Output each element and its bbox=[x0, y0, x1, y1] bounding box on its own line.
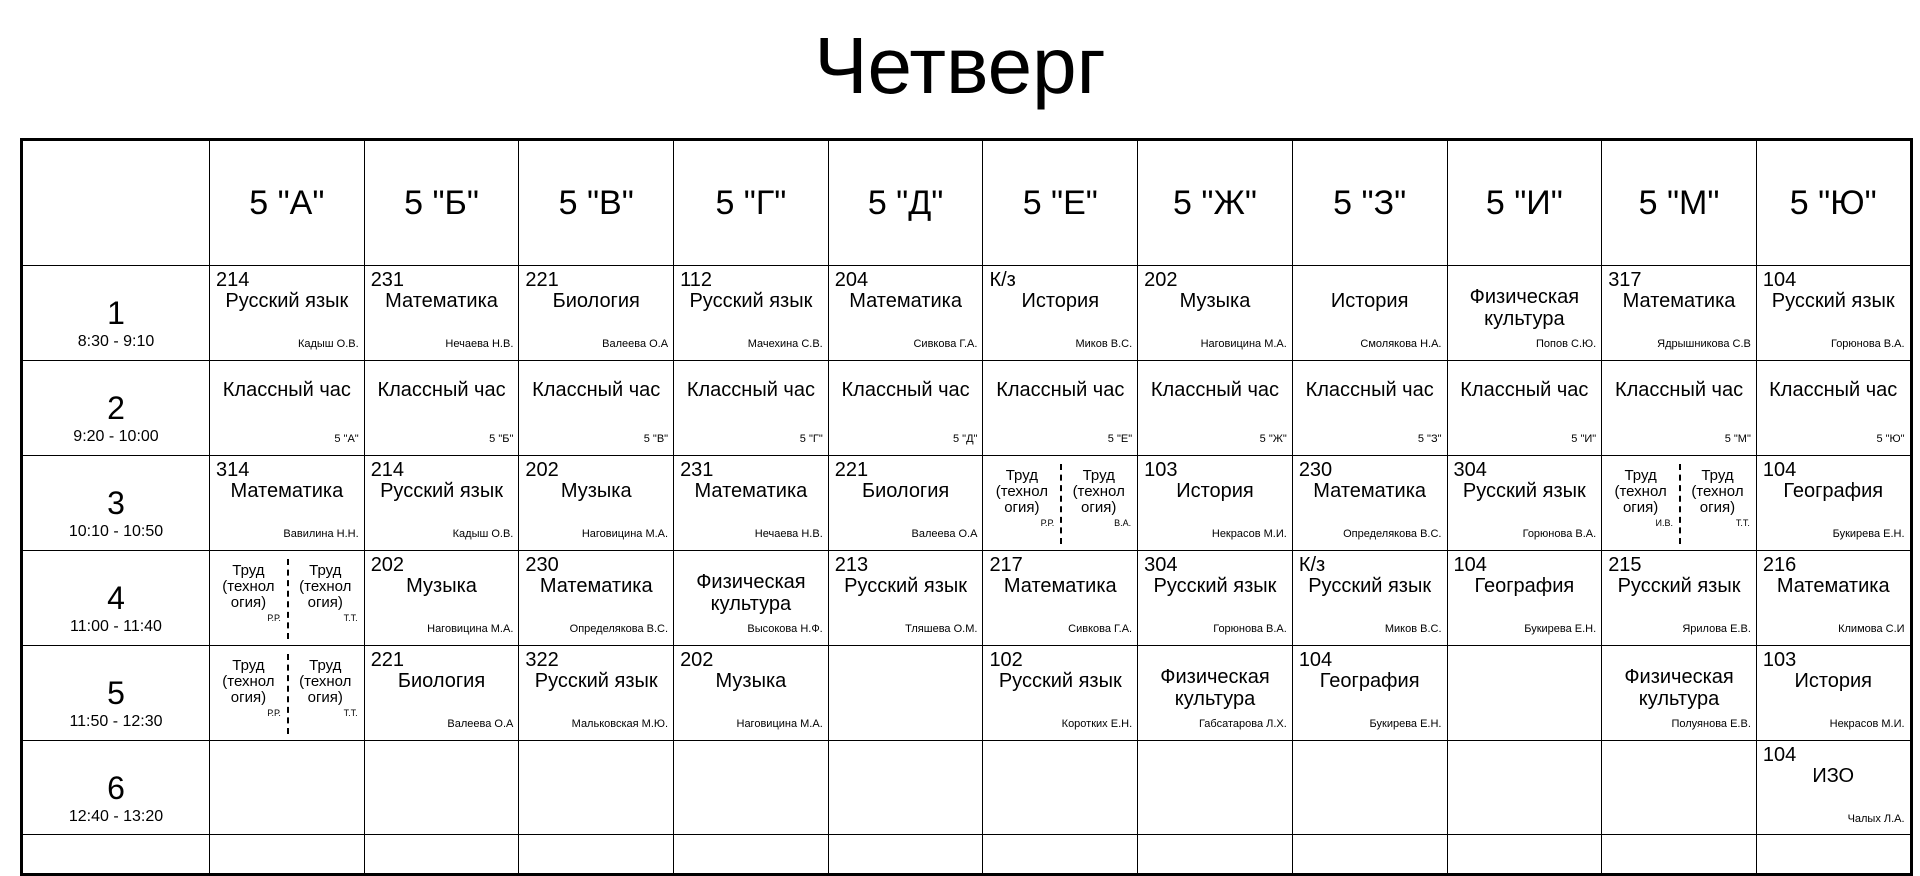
lesson-subject: Классный час bbox=[1150, 379, 1280, 401]
lesson-teacher: Р.Р. bbox=[267, 708, 281, 718]
lesson-cell bbox=[1447, 551, 1602, 646]
corner-cell bbox=[22, 140, 210, 266]
lesson-teacher: Нечаева Н.В. bbox=[445, 338, 514, 350]
class-header: 5 "Е" bbox=[983, 140, 1138, 266]
lesson-cell bbox=[1138, 741, 1293, 835]
lesson-cell bbox=[1602, 266, 1757, 361]
lesson-cell bbox=[674, 741, 829, 835]
lesson-subject: Русский язык bbox=[380, 480, 503, 502]
period-number: 1 bbox=[107, 295, 125, 331]
lesson-room: 104 bbox=[1453, 554, 1487, 576]
period-cell bbox=[22, 361, 210, 456]
lesson-cell bbox=[1292, 361, 1447, 456]
lesson-room: 304 bbox=[1453, 459, 1487, 481]
lesson-cell bbox=[1292, 266, 1447, 361]
period-time: 11:00 - 11:40 bbox=[70, 618, 162, 635]
lesson-teacher: 5 "Д" bbox=[953, 433, 978, 445]
lesson-subject: Русский язык bbox=[689, 290, 813, 312]
lesson-subject: ИЗО bbox=[1812, 765, 1855, 787]
class-header: 5 "З" bbox=[1292, 140, 1447, 266]
lesson-group-left bbox=[210, 646, 287, 740]
lesson-subject: Труд (технол огия) bbox=[299, 562, 352, 611]
lesson-cell bbox=[1602, 646, 1757, 741]
lesson-room: 104 bbox=[1762, 269, 1797, 291]
split-lesson bbox=[210, 551, 364, 645]
lesson-teacher: Миков В.С. bbox=[1384, 623, 1442, 635]
lesson-subject: Русский язык bbox=[1617, 575, 1741, 597]
period-row bbox=[22, 646, 1912, 741]
lesson-subject: Математика bbox=[1003, 575, 1117, 597]
lesson-teacher: Валеева О.А bbox=[602, 338, 669, 350]
lesson-cell bbox=[364, 551, 519, 646]
lesson-cell bbox=[1292, 456, 1447, 551]
lesson-cell bbox=[1602, 361, 1757, 456]
lesson-subject: Русский язык bbox=[844, 575, 968, 597]
period-time: 9:20 - 10:00 bbox=[73, 428, 159, 445]
lesson-room: К/з bbox=[989, 269, 1016, 291]
empty-cell bbox=[828, 835, 983, 875]
split-lesson bbox=[1602, 456, 1756, 550]
lesson-cell bbox=[210, 456, 365, 551]
lesson-subject: Математика bbox=[385, 290, 498, 312]
lesson-subject: Музыка bbox=[560, 480, 632, 502]
lesson-teacher: Мачехина С.В. bbox=[747, 338, 823, 350]
lesson-cell bbox=[1447, 266, 1602, 361]
lesson-subject: Классный час bbox=[532, 379, 661, 401]
lesson-teacher: Ярилова Е.В. bbox=[1682, 623, 1751, 635]
lesson-teacher: В.А. bbox=[1114, 518, 1132, 528]
lesson-room: 317 bbox=[1608, 269, 1642, 291]
lesson-room: 304 bbox=[1144, 554, 1178, 576]
lesson-teacher: Т.Т. bbox=[343, 613, 358, 623]
lesson-cell bbox=[1292, 741, 1447, 835]
lesson-cell bbox=[1138, 456, 1293, 551]
lesson-subject: Математика bbox=[1776, 575, 1890, 597]
lesson-teacher: Вавилина Н.Н. bbox=[283, 528, 359, 540]
lesson-teacher: Наговицина М.А. bbox=[581, 528, 669, 540]
lesson-teacher: Высокова Н.Ф. bbox=[747, 623, 823, 635]
lesson-cell bbox=[1292, 551, 1447, 646]
lesson-cell bbox=[1756, 551, 1911, 646]
lesson-subject: Классный час bbox=[377, 379, 506, 401]
lesson-teacher: 5 "И" bbox=[1571, 433, 1597, 445]
lesson-group-left bbox=[210, 551, 287, 645]
lesson-cell bbox=[519, 646, 674, 741]
period-row bbox=[22, 456, 1912, 551]
lesson-teacher: Чалых Л.А. bbox=[1847, 813, 1905, 825]
lesson-teacher: Кадыш О.В. bbox=[297, 338, 359, 350]
empty-cell bbox=[983, 835, 1138, 875]
lesson-teacher: Габсатарова Л.Х. bbox=[1198, 718, 1287, 730]
lesson-teacher: Наговицина М.А. bbox=[1200, 338, 1287, 350]
lesson-room: 112 bbox=[680, 269, 712, 291]
lesson-teacher: Кадыш О.В. bbox=[452, 528, 514, 540]
lesson-cell bbox=[674, 551, 829, 646]
lesson-group-left bbox=[1602, 456, 1679, 550]
page-title: Четверг bbox=[814, 21, 1106, 110]
class-header: 5 "Д" bbox=[828, 140, 983, 266]
empty-cell bbox=[674, 835, 829, 875]
lesson-cell bbox=[1138, 551, 1293, 646]
lesson-subject: Классный час bbox=[841, 379, 970, 401]
lesson-group-right bbox=[287, 646, 364, 740]
lesson-cell bbox=[519, 551, 674, 646]
empty-cell bbox=[1447, 835, 1602, 875]
lesson-cell bbox=[364, 741, 519, 835]
lesson-teacher: Попов С.Ю. bbox=[1536, 338, 1597, 350]
lesson-teacher: Наговицина М.А. bbox=[427, 623, 514, 635]
lesson-cell bbox=[364, 266, 519, 361]
lesson-subject: Русский язык bbox=[1771, 290, 1895, 312]
lesson-room: 314 bbox=[216, 459, 250, 481]
lesson-teacher: Т.Т. bbox=[1735, 518, 1750, 528]
lesson-subject: Математика bbox=[1313, 480, 1427, 502]
lesson-subject: Русский язык bbox=[225, 290, 349, 312]
lesson-teacher: Горюнова В.А. bbox=[1830, 338, 1905, 350]
lesson-teacher: Полуянова Е.В. bbox=[1671, 718, 1751, 730]
lesson-teacher: Сивкова Г.А. bbox=[913, 338, 978, 350]
lesson-cell bbox=[1447, 741, 1602, 835]
lesson-cell bbox=[1138, 646, 1293, 741]
lesson-subject: Физическая культура bbox=[1469, 286, 1580, 330]
lesson-subject: Классный час bbox=[1460, 379, 1589, 401]
lesson-teacher: Горюнова В.А. bbox=[1213, 623, 1287, 635]
class-header: 5 "И" bbox=[1447, 140, 1602, 266]
lesson-subject: Классный час bbox=[222, 379, 351, 401]
lesson-room: 215 bbox=[1608, 554, 1642, 576]
lesson-subject: Классный час bbox=[996, 379, 1125, 401]
lesson-room: 202 bbox=[525, 459, 559, 481]
lesson-teacher: 5 "Б" bbox=[489, 433, 514, 445]
split-lesson bbox=[983, 456, 1137, 550]
lesson-cell bbox=[983, 741, 1138, 835]
class-header: 5 "М" bbox=[1602, 140, 1757, 266]
lesson-subject: Классный час bbox=[1614, 379, 1744, 401]
lesson-cell bbox=[519, 456, 674, 551]
lesson-subject: Математика bbox=[1622, 290, 1736, 312]
lesson-cell bbox=[1292, 646, 1447, 741]
empty-cell bbox=[1602, 835, 1757, 875]
lesson-cell bbox=[1602, 456, 1757, 551]
empty-cell bbox=[22, 835, 210, 875]
lesson-cell bbox=[983, 361, 1138, 456]
lesson-subject: Математика bbox=[230, 480, 344, 502]
split-divider bbox=[287, 654, 289, 734]
lesson-teacher: И.В. bbox=[1655, 518, 1674, 528]
lesson-subject: Классный час bbox=[1305, 379, 1434, 401]
period-cell bbox=[22, 551, 210, 646]
lesson-teacher: Нечаева Н.В. bbox=[754, 528, 823, 540]
period-time: 8:30 - 9:10 bbox=[77, 333, 155, 350]
next-period-row bbox=[22, 835, 1912, 875]
empty-cell bbox=[1138, 835, 1293, 875]
lesson-room: 214 bbox=[370, 459, 405, 481]
lesson-teacher: 5 "Ю" bbox=[1876, 433, 1905, 445]
lesson-teacher: Р.Р. bbox=[267, 613, 281, 623]
lesson-room: 202 bbox=[680, 649, 714, 671]
lesson-cell bbox=[210, 361, 365, 456]
lesson-teacher: Р.Р. bbox=[1040, 518, 1055, 528]
lesson-room: К/з bbox=[1298, 554, 1326, 576]
lesson-teacher: 5 "А" bbox=[334, 433, 359, 445]
empty-cell bbox=[364, 835, 519, 875]
lesson-teacher: Определякова В.С. bbox=[569, 623, 669, 635]
lesson-cell bbox=[1756, 361, 1911, 456]
lesson-room: 221 bbox=[370, 649, 405, 671]
lesson-subject: История bbox=[1330, 290, 1409, 312]
lesson-group-right bbox=[287, 551, 364, 645]
period-cell bbox=[22, 646, 210, 741]
lesson-cell bbox=[983, 456, 1138, 551]
lesson-subject: География bbox=[1474, 575, 1575, 597]
lesson-subject: Русский язык bbox=[1308, 575, 1432, 597]
lesson-cell bbox=[828, 456, 983, 551]
period-number: 2 bbox=[107, 390, 125, 426]
lesson-teacher: Смолякова Н.А. bbox=[1360, 338, 1442, 350]
split-divider bbox=[287, 559, 289, 639]
lesson-cell bbox=[1756, 646, 1911, 741]
lesson-room: 231 bbox=[680, 459, 714, 481]
lesson-cell bbox=[1756, 456, 1911, 551]
lesson-subject: Русский язык bbox=[1462, 480, 1586, 502]
split-divider bbox=[1679, 464, 1681, 544]
lesson-cell bbox=[983, 551, 1138, 646]
lesson-subject: Труд (технол огия) bbox=[1691, 467, 1744, 516]
lesson-cell bbox=[828, 266, 983, 361]
lesson-teacher: Ядрышникова С.В bbox=[1657, 338, 1751, 350]
lesson-room: 104 bbox=[1298, 649, 1333, 671]
lesson-room: 231 bbox=[370, 269, 405, 291]
lesson-cell bbox=[828, 741, 983, 835]
lesson-teacher: Букирева Е.Н. bbox=[1524, 623, 1597, 635]
lesson-subject: Физическая культура bbox=[1160, 666, 1270, 710]
lesson-cell bbox=[1756, 741, 1911, 835]
lesson-cell bbox=[674, 266, 829, 361]
lesson-subject: Русский язык bbox=[998, 670, 1122, 692]
lesson-subject: Труд (технол огия) bbox=[1614, 467, 1667, 516]
lesson-teacher: Мальковская М.Ю. bbox=[571, 718, 669, 730]
lesson-subject: Математика bbox=[849, 290, 962, 312]
period-time: 10:10 - 10:50 bbox=[68, 523, 164, 540]
lesson-cell bbox=[1138, 361, 1293, 456]
class-header: 5 "А" bbox=[210, 140, 365, 266]
lesson-cell bbox=[1756, 266, 1911, 361]
period-number: 5 bbox=[107, 675, 125, 711]
class-header-row bbox=[22, 140, 1912, 266]
lesson-teacher: Коротких Е.Н. bbox=[1061, 718, 1133, 730]
lesson-subject: История bbox=[1021, 290, 1100, 312]
lesson-cell bbox=[674, 361, 829, 456]
lesson-subject: Физическая культура bbox=[1624, 666, 1734, 710]
lesson-cell bbox=[983, 266, 1138, 361]
lesson-subject: Физическая культура bbox=[696, 571, 806, 615]
lesson-subject: История bbox=[1176, 480, 1254, 502]
lesson-room: 104 bbox=[1762, 459, 1797, 481]
lesson-subject: Музыка bbox=[1179, 290, 1251, 312]
lesson-room: 230 bbox=[525, 554, 559, 576]
lesson-cell bbox=[210, 741, 365, 835]
empty-cell bbox=[210, 835, 365, 875]
lesson-teacher: Сивкова Г.А. bbox=[1068, 623, 1133, 635]
lesson-teacher: 5 "Ж" bbox=[1259, 433, 1287, 445]
lesson-subject: Русский язык bbox=[534, 670, 658, 692]
lesson-room: 202 bbox=[370, 554, 405, 576]
empty-cell bbox=[519, 835, 674, 875]
lesson-teacher: 5 "Е" bbox=[1107, 433, 1133, 445]
class-header: 5 "Г" bbox=[674, 140, 829, 266]
lesson-cell bbox=[519, 361, 674, 456]
lesson-cell bbox=[210, 646, 365, 741]
lesson-cell bbox=[674, 456, 829, 551]
split-lesson bbox=[210, 646, 364, 740]
lesson-subject: Русский язык bbox=[1153, 575, 1277, 597]
period-time: 12:40 - 13:20 bbox=[68, 808, 164, 825]
lesson-teacher: Климова С.И bbox=[1838, 623, 1905, 635]
lesson-subject: Труд (технол огия) bbox=[222, 657, 275, 706]
lesson-subject: Биология bbox=[861, 480, 950, 502]
lesson-cell bbox=[1447, 456, 1602, 551]
lesson-room: 104 bbox=[1762, 744, 1797, 766]
lesson-subject: География bbox=[1783, 480, 1884, 502]
lesson-teacher: Тляшева О.М. bbox=[905, 623, 978, 635]
lesson-subject: Математика bbox=[694, 480, 808, 502]
period-cell bbox=[22, 266, 210, 361]
lesson-subject: Биология bbox=[397, 670, 486, 692]
lesson-cell bbox=[1138, 266, 1293, 361]
lesson-cell bbox=[1602, 741, 1757, 835]
period-number: 4 bbox=[107, 580, 125, 616]
lesson-room: 103 bbox=[1144, 459, 1178, 481]
lesson-cell bbox=[364, 456, 519, 551]
lesson-cell bbox=[828, 361, 983, 456]
lesson-subject: Труд (технол огия) bbox=[995, 467, 1048, 516]
lesson-group-right bbox=[1060, 456, 1137, 550]
lesson-group-left bbox=[983, 456, 1060, 550]
lesson-cell bbox=[828, 551, 983, 646]
lesson-subject: Музыка bbox=[715, 670, 787, 692]
lesson-teacher: Т.Т. bbox=[343, 708, 358, 718]
lesson-teacher: 5 "З" bbox=[1417, 433, 1442, 445]
lesson-room: 202 bbox=[1144, 269, 1178, 291]
period-row bbox=[22, 741, 1912, 835]
lesson-teacher: 5 "М" bbox=[1724, 433, 1751, 445]
lesson-room: 221 bbox=[834, 459, 869, 481]
empty-cell bbox=[1756, 835, 1911, 875]
lesson-teacher: 5 "В" bbox=[643, 433, 669, 445]
lesson-teacher: Горюнова В.А. bbox=[1522, 528, 1597, 540]
lesson-teacher: Определякова В.С. bbox=[1343, 528, 1442, 540]
period-time: 11:50 - 12:30 bbox=[69, 713, 163, 730]
lesson-cell bbox=[519, 266, 674, 361]
lesson-cell bbox=[519, 741, 674, 835]
class-header: 5 "Ю" bbox=[1756, 140, 1911, 266]
lesson-room: 214 bbox=[216, 269, 250, 291]
lesson-cell bbox=[364, 361, 519, 456]
period-row bbox=[22, 266, 1912, 361]
lesson-cell bbox=[1447, 361, 1602, 456]
period-row bbox=[22, 361, 1912, 456]
lesson-group-right bbox=[1679, 456, 1756, 550]
lesson-room: 217 bbox=[989, 554, 1023, 576]
lesson-teacher: Миков В.С. bbox=[1075, 338, 1133, 350]
lesson-room: 230 bbox=[1298, 459, 1333, 481]
period-row bbox=[22, 551, 1912, 646]
lesson-room: 221 bbox=[525, 269, 559, 291]
lesson-subject: История bbox=[1794, 670, 1872, 692]
lesson-subject: Биология bbox=[552, 290, 640, 312]
lesson-cell bbox=[1602, 551, 1757, 646]
lesson-teacher: Букирева Е.Н. bbox=[1832, 528, 1905, 540]
empty-cell bbox=[1292, 835, 1447, 875]
lesson-subject: Труд (технол огия) bbox=[299, 657, 352, 706]
split-divider bbox=[1060, 464, 1062, 544]
lesson-subject: Музыка bbox=[406, 575, 477, 597]
lesson-subject: Классный час bbox=[1769, 379, 1898, 401]
lesson-subject: География bbox=[1319, 670, 1420, 692]
lesson-room: 103 bbox=[1762, 649, 1797, 671]
lesson-subject: Классный час bbox=[686, 379, 815, 401]
lesson-subject: Математика bbox=[539, 575, 653, 597]
period-cell bbox=[22, 456, 210, 551]
lesson-teacher: Некрасов М.И. bbox=[1829, 718, 1905, 730]
lesson-room: 322 bbox=[525, 649, 559, 671]
class-header: 5 "Б" bbox=[364, 140, 519, 266]
period-cell bbox=[22, 741, 210, 835]
lesson-teacher: Валеева О.А bbox=[911, 528, 978, 540]
lesson-cell bbox=[983, 646, 1138, 741]
lesson-cell bbox=[1447, 646, 1602, 741]
lesson-room: 204 bbox=[834, 269, 869, 291]
period-number: 6 bbox=[107, 770, 125, 806]
lesson-teacher: Валеева О.А bbox=[447, 718, 514, 730]
lesson-teacher: Наговицина М.А. bbox=[736, 718, 823, 730]
lesson-cell bbox=[210, 266, 365, 361]
period-number: 3 bbox=[107, 485, 125, 521]
lesson-teacher: 5 "Г" bbox=[799, 433, 823, 445]
lesson-room: 102 bbox=[989, 649, 1023, 671]
lesson-cell bbox=[674, 646, 829, 741]
class-header: 5 "Ж" bbox=[1138, 140, 1293, 266]
class-header: 5 "В" bbox=[519, 140, 674, 266]
lesson-subject: Труд (технол огия) bbox=[1072, 467, 1125, 516]
lesson-room: 216 bbox=[1762, 554, 1797, 576]
schedule-table bbox=[20, 138, 1913, 876]
lesson-cell bbox=[210, 551, 365, 646]
lesson-room: 213 bbox=[834, 554, 869, 576]
lesson-subject: Труд (технол огия) bbox=[222, 562, 275, 611]
lesson-teacher: Букирева Е.Н. bbox=[1369, 718, 1442, 730]
lesson-cell bbox=[828, 646, 983, 741]
lesson-cell bbox=[364, 646, 519, 741]
lesson-teacher: Некрасов М.И. bbox=[1211, 528, 1287, 540]
